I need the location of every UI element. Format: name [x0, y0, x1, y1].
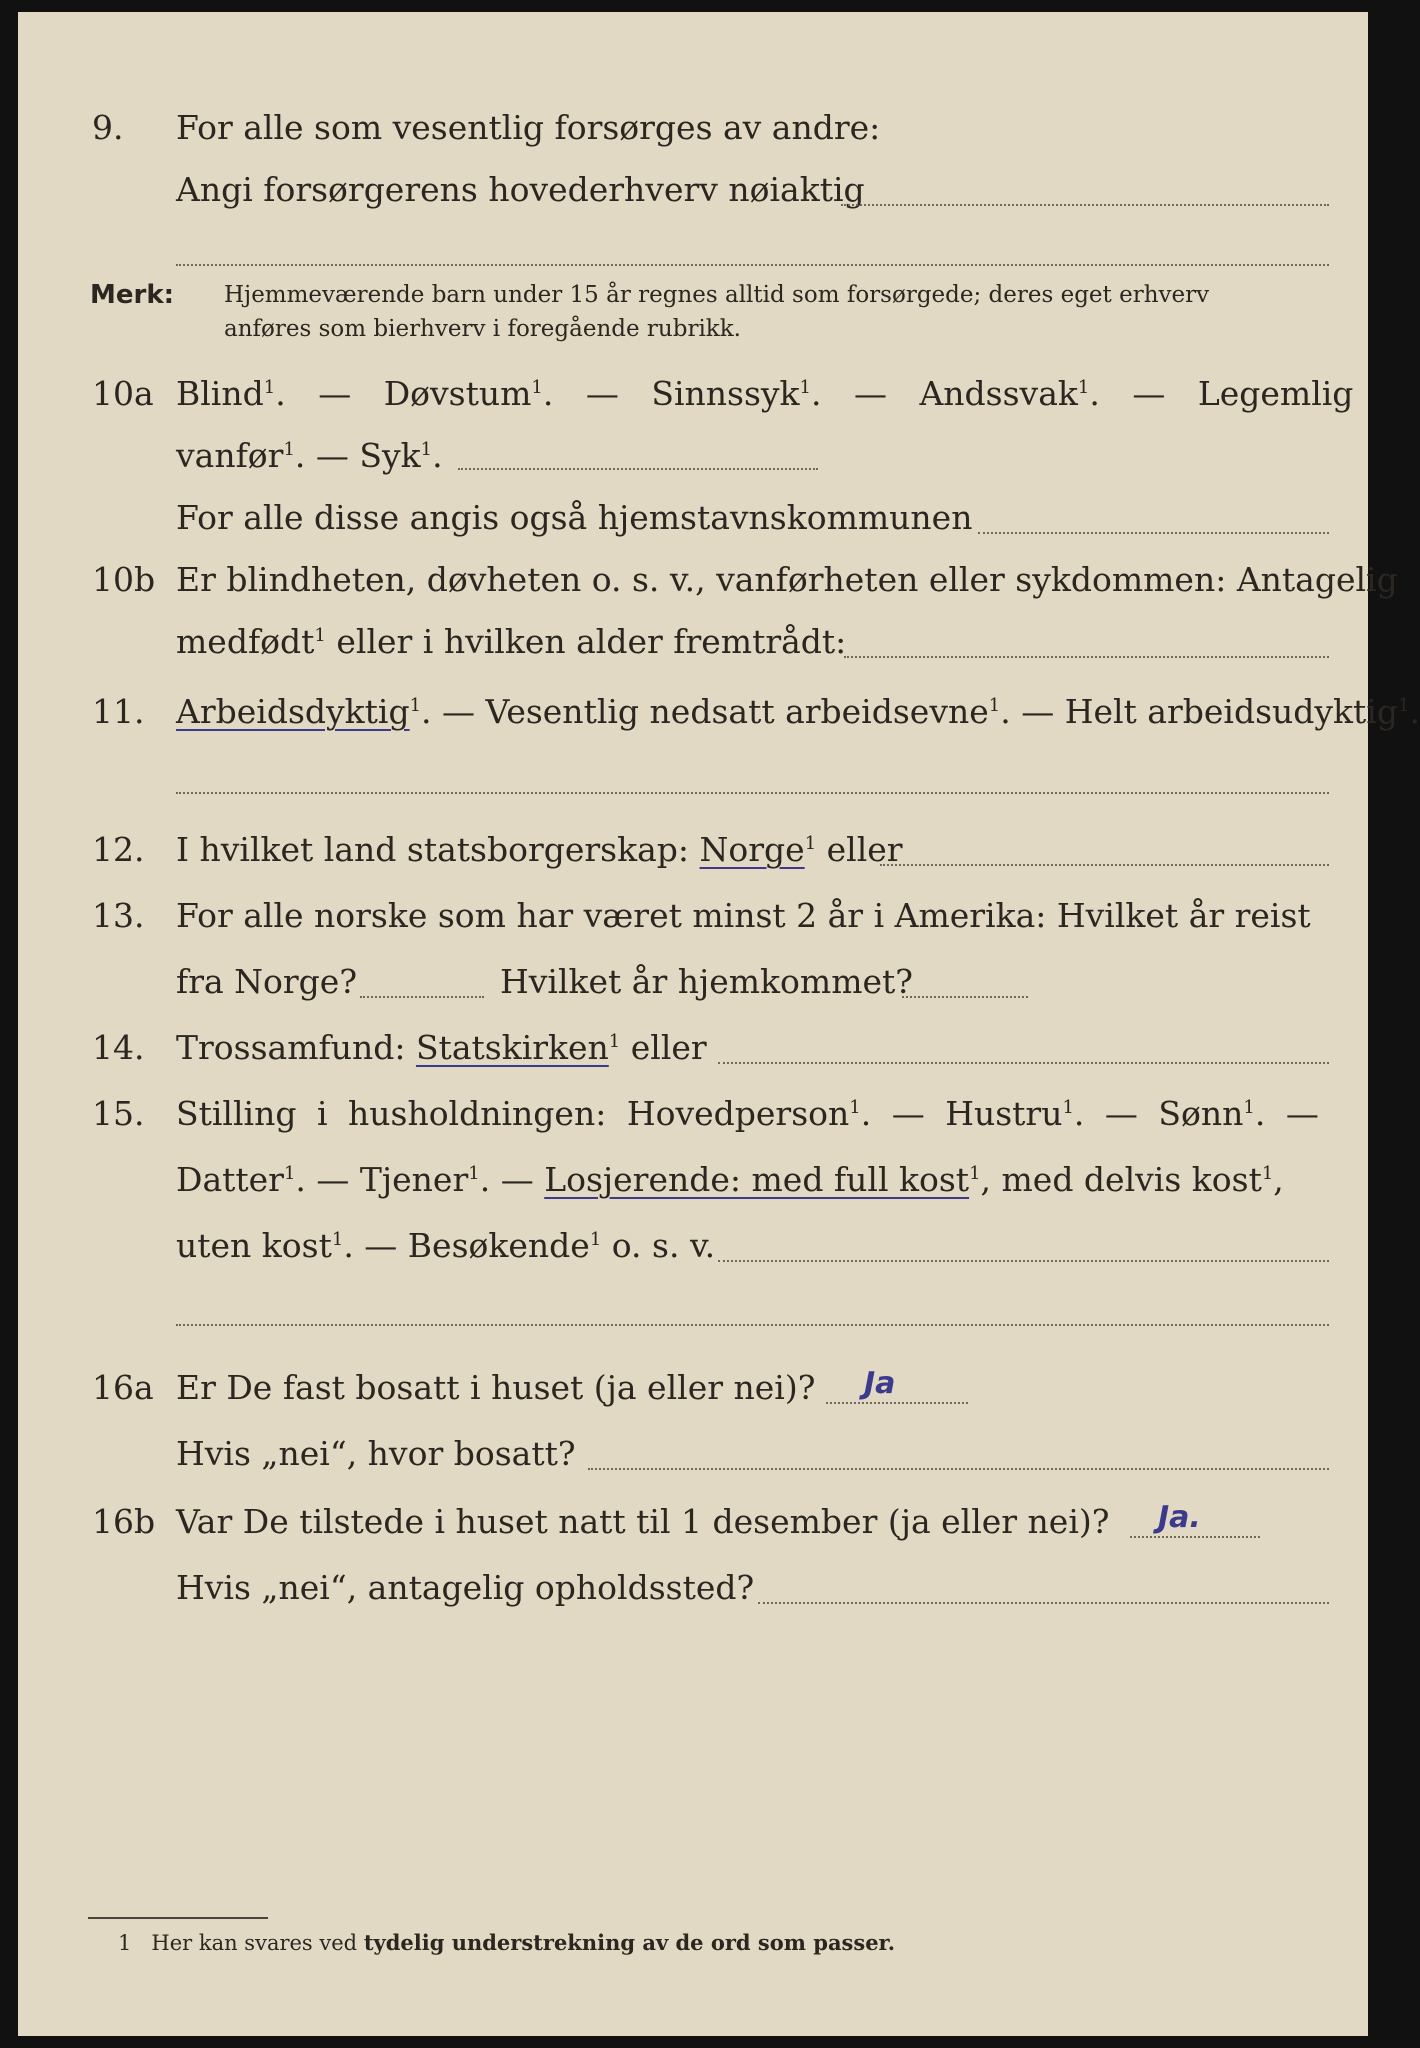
option-udyktig[interactable]: Helt arbeidsudyktig [1064, 692, 1398, 731]
q13-line1 [18, 892, 1368, 940]
q10a-hometown-field[interactable] [978, 532, 1329, 534]
q9-line2 [18, 166, 1368, 214]
q10a-line3 [18, 494, 1368, 542]
q15-options: Stilling i husholdningen: Hovedperson$^1$. — Hustru$^1$. — Sønn$^1$. — [176, 1094, 1319, 1133]
footnote-rule [88, 1917, 268, 1919]
q9-line1 [18, 104, 1368, 152]
q15-line2 [18, 1156, 1368, 1204]
option-hustru[interactable]: Hustru [945, 1094, 1063, 1133]
q15-line1 [18, 1090, 1368, 1138]
q15-extra-field[interactable] [176, 1324, 1329, 1326]
q10b-line1 [18, 556, 1398, 604]
q15-line3 [18, 1222, 1368, 1270]
q9-text: For alle som vesentlig forsørges av andre: [176, 108, 881, 147]
option-dovstum[interactable]: Døvstum [383, 374, 532, 413]
q16b-whereabouts-field[interactable] [758, 1602, 1329, 1604]
q10b-line2 [18, 618, 1368, 666]
q16a-line1 [18, 1364, 1368, 1412]
q13-left-label: fra Norge? [176, 962, 358, 1001]
q10a-line1 [18, 370, 1368, 418]
q16a-followup: Hvis „nei“, hvor bosatt? [176, 1434, 576, 1473]
q11-options: Arbeidsdyktig$^1$. — Vesentlig nedsatt arbeidsevne$^1$. — Helt arbeidsudyktig$^1$. [176, 692, 1420, 731]
q9-occupation-label: Angi forsørgerens hovederhverv nøiaktig [176, 170, 865, 209]
q13-year-returned-field[interactable] [902, 996, 1028, 998]
q16a-line2 [18, 1430, 1368, 1478]
option-nedsatt[interactable]: Vesentlig nedsatt arbeidsevne [485, 692, 989, 731]
q10b-text: Er blindheten, døvheten o. s. v., vanførheten eller sykdommen: Antagelig [176, 560, 1398, 599]
q13-returned-label: Hvilket år hjemkommet? [500, 962, 913, 1001]
q15-number: 15. [92, 1094, 145, 1133]
q16a-question: Er De fast bosatt i huset (ja eller nei)? [176, 1368, 816, 1407]
q12-number: 12. [92, 830, 145, 869]
census-form-page [18, 12, 1420, 2036]
option-delvis-kost[interactable]: med delvis kost [1001, 1160, 1262, 1199]
q15-line4 [18, 1288, 1368, 1336]
q13-number: 13. [92, 896, 145, 935]
option-statskirken[interactable]: Statskirken [415, 1028, 609, 1067]
q16b-line1 [18, 1498, 1368, 1546]
q10a-line2 [18, 432, 1368, 480]
q16b-handwritten-answer: Ja. [1158, 1500, 1201, 1535]
option-legemlig[interactable]: Legemlig [1197, 374, 1354, 413]
q11-line2 [18, 756, 1368, 804]
q10b-number: 10b [92, 560, 156, 599]
footnote: 1 Her kan svares ved tydelig understrekning av de ord som passer. [118, 1930, 896, 1955]
q12-answer-field[interactable] [880, 864, 1329, 866]
q9-number: 9. [92, 108, 124, 147]
q16b-line2 [18, 1564, 1368, 1612]
option-vanfor[interactable]: vanfør [176, 436, 284, 475]
q11-number: 11. [92, 692, 145, 731]
q16b-number: 16b [92, 1502, 156, 1541]
option-datter[interactable]: Datter [176, 1160, 284, 1199]
q12-text: I hvilket land statsborgerskap: Norge$^1$ eller [176, 830, 903, 869]
option-tjener[interactable]: Tjener [359, 1160, 469, 1199]
option-full-kost[interactable]: med full kost [751, 1160, 970, 1199]
q9-occupation-field[interactable] [841, 204, 1329, 206]
merk-line2: anføres som bierhverv i foregående rubrikk. [224, 316, 741, 342]
merk-label: Merk: [90, 280, 175, 310]
option-sonn[interactable]: Sønn [1158, 1094, 1244, 1133]
q16b-followup: Hvis „nei“, antagelig opholdssted? [176, 1568, 755, 1607]
q14-number: 14. [92, 1028, 145, 1067]
option-andssvak[interactable]: Andssvak [919, 374, 1078, 413]
option-arbeidsdyktig[interactable]: Arbeidsdyktig [176, 692, 410, 731]
q13-line2 [18, 958, 1368, 1006]
q15-options-3: uten kost$^1$. — Besøkende$^1$ o. s. v. [176, 1226, 716, 1265]
option-blind[interactable]: Blind [176, 374, 264, 413]
q15-answer-field[interactable] [718, 1260, 1329, 1262]
q9-extra-field[interactable] [176, 264, 1329, 266]
option-sinnssyk[interactable]: Sinnssyk [651, 374, 800, 413]
option-uten-kost[interactable]: uten kost [176, 1226, 332, 1265]
q14-text: Trossamfund: Statskirken$^1$ eller [176, 1028, 707, 1067]
q10b-text-2: medfødt$^1$ eller i hvilken alder fremtrådt: [176, 622, 847, 661]
q10a-answer-field[interactable] [458, 468, 818, 470]
q10a-hometown-label: For alle disse angis også hjemstavnskommunen [176, 498, 973, 537]
q13-text: For alle norske som har været minst 2 år i Amerika: Hvilket år reist [176, 896, 1311, 935]
q9-line3 [18, 228, 1368, 276]
q10a-options-2: vanfør$^1$. — Syk$^1$. [176, 436, 443, 475]
option-medfodt[interactable]: medfødt [176, 622, 315, 661]
option-losjerende[interactable]: Losjerende: [544, 1160, 741, 1199]
q11-extra-field[interactable] [176, 792, 1329, 794]
q10a-options: Blind$^1$. — Døvstum$^1$. — Sinnssyk$^1$. — Andssvak$^1$. — Legemlig [176, 374, 1354, 413]
q10a-number: 10a [92, 374, 154, 413]
q13-year-left-field[interactable] [360, 996, 484, 998]
q14-answer-field[interactable] [718, 1062, 1329, 1064]
q15-options-2: Datter$^1$. — Tjener$^1$. — Losjerende: med full kost$^1$, med delvis kost$^1$, [176, 1160, 1284, 1199]
q10b-answer-field[interactable] [844, 656, 1329, 658]
option-besokende[interactable]: Besøkende [407, 1226, 590, 1265]
option-hovedperson[interactable]: Hovedperson [626, 1094, 850, 1133]
q11-line1 [18, 688, 1420, 736]
option-syk[interactable]: Syk [359, 436, 421, 475]
q14-line1 [18, 1024, 1368, 1072]
q16a-answer-field[interactable] [826, 1402, 968, 1404]
q16a-number: 16a [92, 1368, 154, 1407]
q16a-handwritten-answer: Ja [864, 1366, 896, 1401]
q12-line1 [18, 826, 1368, 874]
q16b-question: Var De tilstede i huset natt til 1 desember (ja eller nei)? [176, 1502, 1110, 1541]
q16a-residence-field[interactable] [588, 1468, 1329, 1470]
merk-line1: Hjemmeværende barn under 15 år regnes alltid som forsørgede; deres eget erhverv [224, 282, 1210, 308]
option-norge[interactable]: Norge [699, 830, 805, 869]
